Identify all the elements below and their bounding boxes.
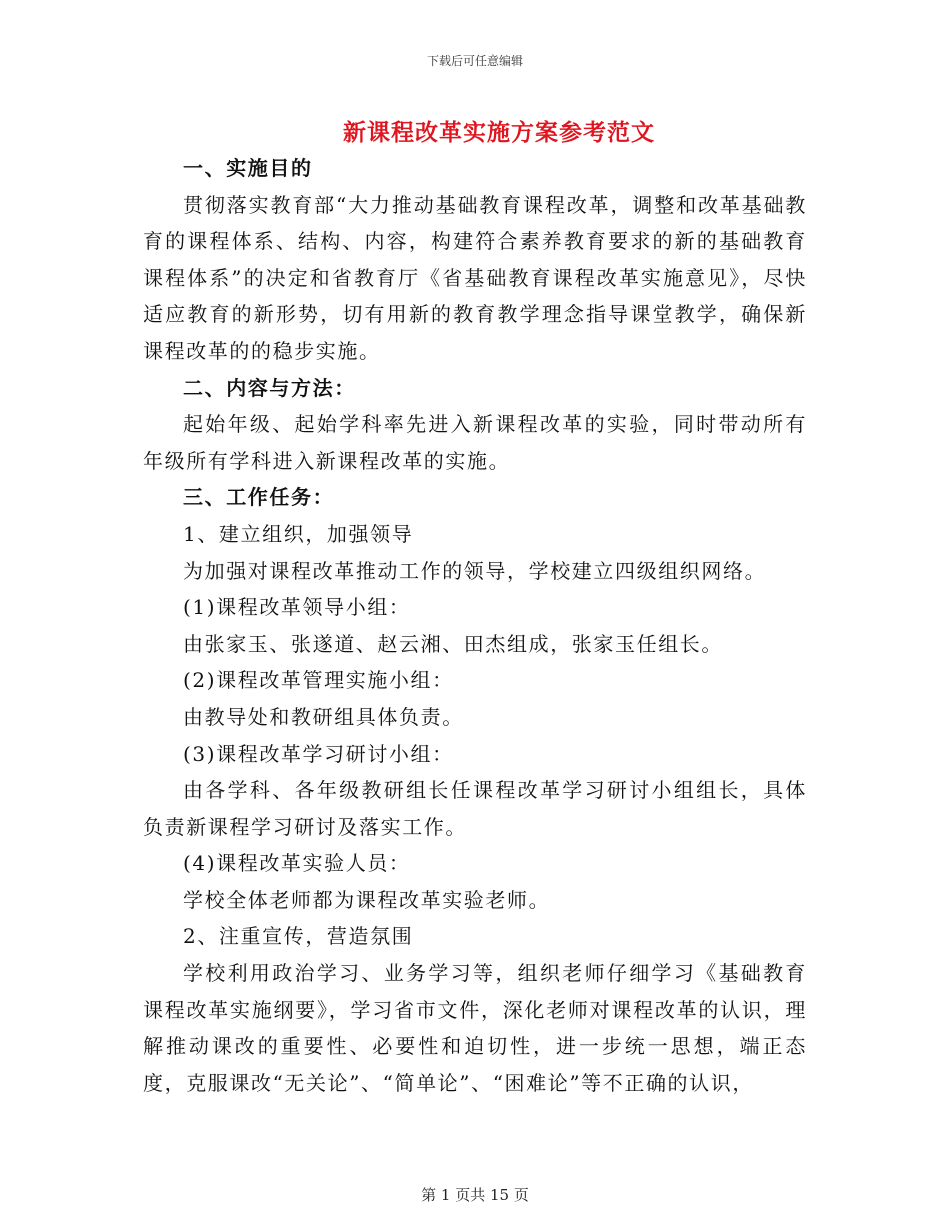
paragraph: 贯彻落实教育部“大力推动基础教育课程改革，调整和改革基础教育的课程体系、结构、内容，构建符合素养教育要求的新的基础教育课程体系”的决定和省教育厅《省基础教育课程改革实施意见》，尽快适应教育的新形势，切有用新的教育教学理念指导课堂教学，确保新课程改革的的稳步实施。 (143, 192, 807, 363)
list-item-heading: (3)课程改革学习研讨小组： (183, 741, 454, 766)
section-heading-1: 一、实施目的 (183, 156, 313, 180)
paragraph: 为加强对课程改革推动工作的领导，学校建立四级组织网络。 (183, 558, 767, 583)
document-title: 新课程改革实施方案参考范文 (343, 119, 655, 146)
list-item-heading: (1)课程改革领导小组： (183, 595, 411, 620)
list-item-heading: (2)课程改革管理实施小组： (183, 668, 454, 693)
paragraph: 学校利用政治学习、业务学习等，组织老师仔细学习《基础教育课程改革实施纲要》，学习省市文件，深化老师对课程改革的认识，理解推动课改的重要性、必要性和迫切性，进一步统一思想，端正态度，克服课改“无关论”、“简单论”、“困难论”等不正确的认识， (143, 961, 807, 1095)
page-header: 下载后可任意编辑 (426, 54, 523, 68)
paragraph: 由教导处和教研组具体负责。 (183, 704, 464, 729)
subheading: 2、注重宣传，营造氛围 (183, 924, 414, 949)
section-heading-3: 三、工作任务： (183, 485, 335, 510)
paragraph: 学校全体老师都为课程改革实验老师。 (183, 887, 551, 912)
paragraph: 由各学科、各年级教研组长任课程改革学习研讨小组组长，具体负责新课程学习研讨及落实工作。 (143, 778, 807, 839)
paragraph: 起始年级、起始学科率先进入新课程改革的实验，同时带动所有年级所有学科进入新课程改革的实施。 (143, 412, 807, 473)
section-heading-2: 二、内容与方法： (183, 375, 356, 400)
list-item-heading: (4)课程改革实验人员： (183, 851, 411, 876)
page-footer: 第 1 页共 15 页 (421, 1186, 529, 1204)
document-body (143, 150, 807, 1101)
paragraph: 由张家玉、张遂道、赵云湘、田杰组成，张家玉任组长。 (183, 631, 723, 656)
subheading: 1、建立组织，加强领导 (183, 521, 414, 546)
